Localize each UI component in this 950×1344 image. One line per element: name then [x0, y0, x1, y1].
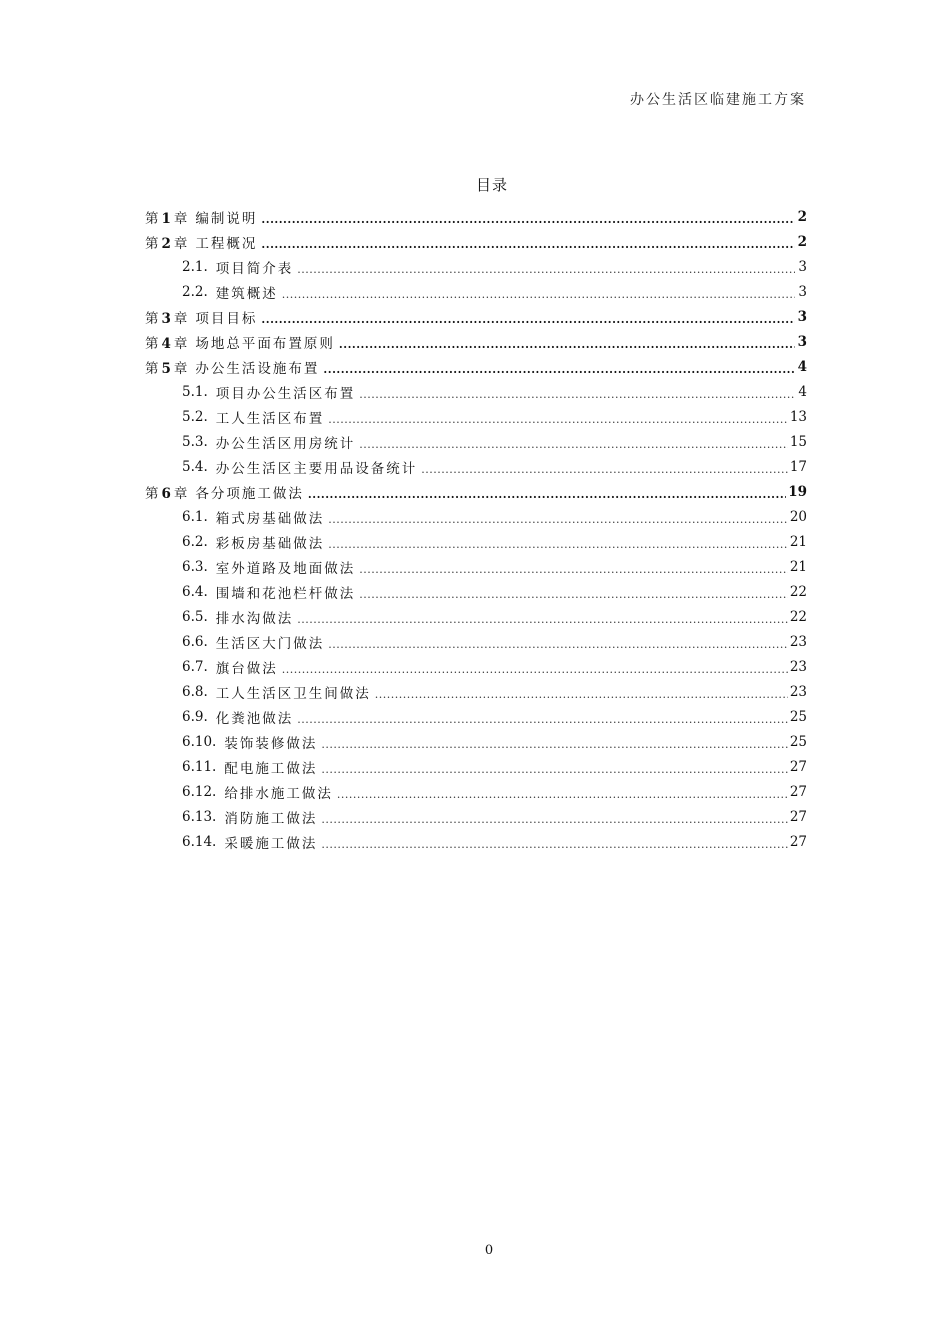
toc-entry-label: 生活区大门做法 — [215, 635, 325, 652]
toc-dot-leader — [359, 438, 788, 451]
toc-entry-label: 工人生活区布置 — [215, 410, 325, 427]
toc-section-entry[interactable] — [145, 679, 807, 704]
toc-chapter-digit: 2 — [161, 235, 171, 252]
toc-section-entry[interactable] — [145, 704, 807, 729]
toc-chapter-prefix: 第 — [145, 310, 159, 327]
toc-section-number: 6.11. — [182, 758, 217, 775]
toc-entry-label: 工人生活区卫生间做法 — [215, 685, 371, 702]
toc-dot-leader — [359, 588, 788, 601]
toc-page-number: 27 — [789, 758, 807, 775]
toc-section-number: 6.12. — [182, 783, 217, 800]
toc-page-number: 20 — [789, 508, 807, 525]
toc-chapter-number — [145, 357, 187, 377]
toc-section-number: 6.4. — [182, 583, 208, 600]
toc-chapter-prefix: 第 — [145, 235, 159, 252]
toc-chapter-prefix: 第 — [145, 485, 159, 502]
toc-chapter-number — [145, 307, 187, 327]
toc-entry-label: 建筑概述 — [215, 285, 278, 302]
toc-page-number: 3 — [797, 308, 807, 325]
toc-page-number: 21 — [789, 558, 807, 575]
toc-section-number: 6.3. — [182, 558, 208, 575]
toc-page-number: 23 — [789, 683, 807, 700]
toc-entry-label: 编制说明 — [195, 210, 258, 227]
toc-dot-leader — [297, 613, 788, 626]
toc-entry-label: 各分项施工做法 — [195, 485, 304, 502]
toc-chapter-suffix: 章 — [173, 485, 188, 502]
toc-page-number: 3 — [798, 258, 807, 275]
toc-dot-leader — [359, 388, 795, 401]
toc-section-number: 5.1. — [182, 383, 208, 400]
toc-entry-label: 办公生活区主要用品设备统计 — [215, 460, 418, 477]
toc-section-entry[interactable] — [145, 529, 807, 554]
toc-dot-leader — [297, 263, 795, 276]
toc-page-number: 25 — [789, 708, 807, 725]
page-number: 0 — [484, 1243, 494, 1258]
toc-chapter-digit: 5 — [161, 360, 171, 377]
toc-dot-leader — [321, 838, 787, 851]
toc-entry-label: 彩板房基础做法 — [215, 535, 325, 552]
toc-page-number: 22 — [789, 608, 807, 625]
toc-entry-label: 项目办公生活区布置 — [215, 385, 356, 402]
toc-entry-label: 采暖施工做法 — [224, 835, 318, 852]
toc-chapter-suffix: 章 — [173, 360, 188, 377]
toc-page-number: 23 — [789, 633, 807, 650]
toc-dot-leader — [337, 788, 788, 801]
toc-page-number: 25 — [789, 733, 807, 750]
toc-title: 目录 — [475, 176, 508, 194]
toc-entry-label: 配电施工做法 — [224, 760, 318, 777]
toc-chapter-prefix: 第 — [145, 360, 159, 377]
toc-chapter-digit: 3 — [161, 310, 171, 327]
toc-section-number: 5.3. — [182, 433, 208, 450]
toc-entry-label: 箱式房基础做法 — [215, 510, 325, 527]
toc-chapter-number — [145, 332, 187, 352]
toc-chapter-digit: 4 — [161, 335, 171, 352]
toc-dot-leader — [328, 538, 788, 551]
toc-entry-label: 办公生活设施布置 — [195, 360, 320, 377]
toc-page-number: 17 — [789, 458, 807, 475]
toc-section-number: 6.1. — [182, 508, 208, 525]
toc-section-number: 6.14. — [182, 833, 217, 850]
toc-section-number: 6.9. — [182, 708, 208, 725]
toc-dot-leader — [323, 363, 795, 376]
toc-chapter-suffix: 章 — [173, 310, 188, 327]
toc-dot-leader — [359, 563, 788, 576]
toc-dot-leader — [328, 638, 788, 651]
toc-page-number: 27 — [789, 833, 807, 850]
toc-entry-label: 场地总平面布置原则 — [195, 335, 335, 352]
toc-chapter-entry[interactable] — [145, 204, 807, 229]
toc-entry-label: 办公生活区用房统计 — [215, 435, 356, 452]
toc-page-number: 4 — [798, 383, 807, 400]
toc-section-entry[interactable] — [145, 604, 807, 629]
toc-section-entry[interactable] — [145, 804, 807, 829]
toc-section-entry[interactable] — [145, 629, 807, 654]
toc-chapter-suffix: 章 — [173, 235, 188, 252]
toc-section-number: 6.13. — [182, 808, 217, 825]
toc-dot-leader — [282, 288, 795, 301]
toc-entry-label: 项目简介表 — [215, 260, 294, 277]
toc-page-number: 27 — [789, 783, 807, 800]
toc-section-entry[interactable] — [145, 379, 807, 404]
toc-dot-leader — [261, 213, 795, 226]
toc-entry-label: 排水沟做法 — [215, 610, 294, 627]
toc-dot-leader — [328, 413, 788, 426]
toc-section-number: 2.2. — [182, 283, 208, 300]
toc-section-entry[interactable] — [145, 554, 807, 579]
toc-page-number: 13 — [789, 408, 807, 425]
toc-dot-leader — [261, 313, 795, 326]
toc-section-entry[interactable] — [145, 254, 807, 279]
table-of-contents — [145, 204, 807, 854]
toc-chapter-number — [145, 482, 187, 502]
toc-page-number: 2 — [797, 233, 807, 250]
toc-section-number: 6.7. — [182, 658, 208, 675]
toc-dot-leader — [421, 463, 788, 476]
toc-section-entry[interactable] — [145, 279, 807, 304]
toc-dot-leader — [297, 713, 788, 726]
toc-section-entry[interactable] — [145, 729, 807, 754]
toc-entry-label: 消防施工做法 — [224, 810, 318, 827]
toc-page-number: 19 — [788, 483, 807, 500]
toc-page-number: 22 — [789, 583, 807, 600]
toc-page-number: 27 — [789, 808, 807, 825]
toc-section-entry[interactable] — [145, 504, 807, 529]
toc-chapter-entry[interactable] — [145, 329, 807, 354]
toc-dot-leader — [321, 763, 787, 776]
toc-chapter-prefix: 第 — [145, 210, 159, 227]
toc-section-number: 6.8. — [182, 683, 208, 700]
toc-section-entry[interactable] — [145, 579, 807, 604]
toc-dot-leader — [339, 338, 795, 351]
toc-chapter-entry[interactable] — [145, 479, 807, 504]
toc-entry-label: 工程概况 — [195, 235, 258, 252]
toc-chapter-suffix: 章 — [173, 335, 188, 352]
toc-section-entry[interactable] — [145, 454, 807, 479]
toc-entry-label: 室外道路及地面做法 — [215, 560, 356, 577]
toc-dot-leader — [321, 738, 787, 751]
toc-entry-label: 旗台做法 — [215, 660, 278, 677]
toc-entry-label: 项目目标 — [195, 310, 258, 327]
page-header-title: 办公生活区临建施工方案 — [630, 92, 806, 108]
toc-page-number: 4 — [797, 358, 807, 375]
toc-dot-leader — [328, 513, 788, 526]
toc-section-number: 6.6. — [182, 633, 208, 650]
toc-section-entry[interactable] — [145, 829, 807, 854]
toc-page-number: 21 — [789, 533, 807, 550]
toc-chapter-entry[interactable] — [145, 229, 807, 254]
toc-entry-label: 给排水施工做法 — [224, 785, 333, 802]
toc-dot-leader — [321, 813, 787, 826]
toc-page-number: 3 — [797, 333, 807, 350]
toc-section-number: 6.2. — [182, 533, 208, 550]
toc-chapter-digit: 1 — [161, 210, 171, 227]
toc-dot-leader — [308, 488, 786, 501]
toc-page-number: 3 — [798, 283, 807, 300]
toc-page-number: 15 — [789, 433, 807, 450]
toc-dot-leader — [375, 688, 788, 701]
toc-chapter-entry[interactable] — [145, 304, 807, 329]
toc-section-entry[interactable] — [145, 754, 807, 779]
toc-chapter-prefix: 第 — [145, 335, 159, 352]
toc-section-entry[interactable] — [145, 404, 807, 429]
toc-section-number: 6.10. — [182, 733, 217, 750]
toc-entry-label: 装饰装修做法 — [224, 735, 318, 752]
toc-section-number: 6.5. — [182, 608, 208, 625]
toc-dot-leader — [282, 663, 788, 676]
toc-chapter-suffix: 章 — [173, 210, 188, 227]
toc-section-entry[interactable] — [145, 779, 807, 804]
toc-section-entry[interactable] — [145, 429, 807, 454]
toc-section-number: 5.2. — [182, 408, 208, 425]
toc-page-number: 23 — [789, 658, 807, 675]
toc-section-number: 5.4. — [182, 458, 208, 475]
toc-chapter-entry[interactable] — [145, 354, 807, 379]
toc-dot-leader — [261, 238, 795, 251]
toc-section-entry[interactable] — [145, 654, 807, 679]
toc-chapter-number — [145, 207, 187, 227]
toc-entry-label: 化粪池做法 — [215, 710, 294, 727]
toc-entry-label: 围墙和花池栏杆做法 — [215, 585, 356, 602]
toc-section-number: 2.1. — [182, 258, 208, 275]
toc-page-number: 2 — [797, 208, 807, 225]
toc-chapter-digit: 6 — [161, 485, 171, 502]
toc-chapter-number — [145, 232, 187, 252]
